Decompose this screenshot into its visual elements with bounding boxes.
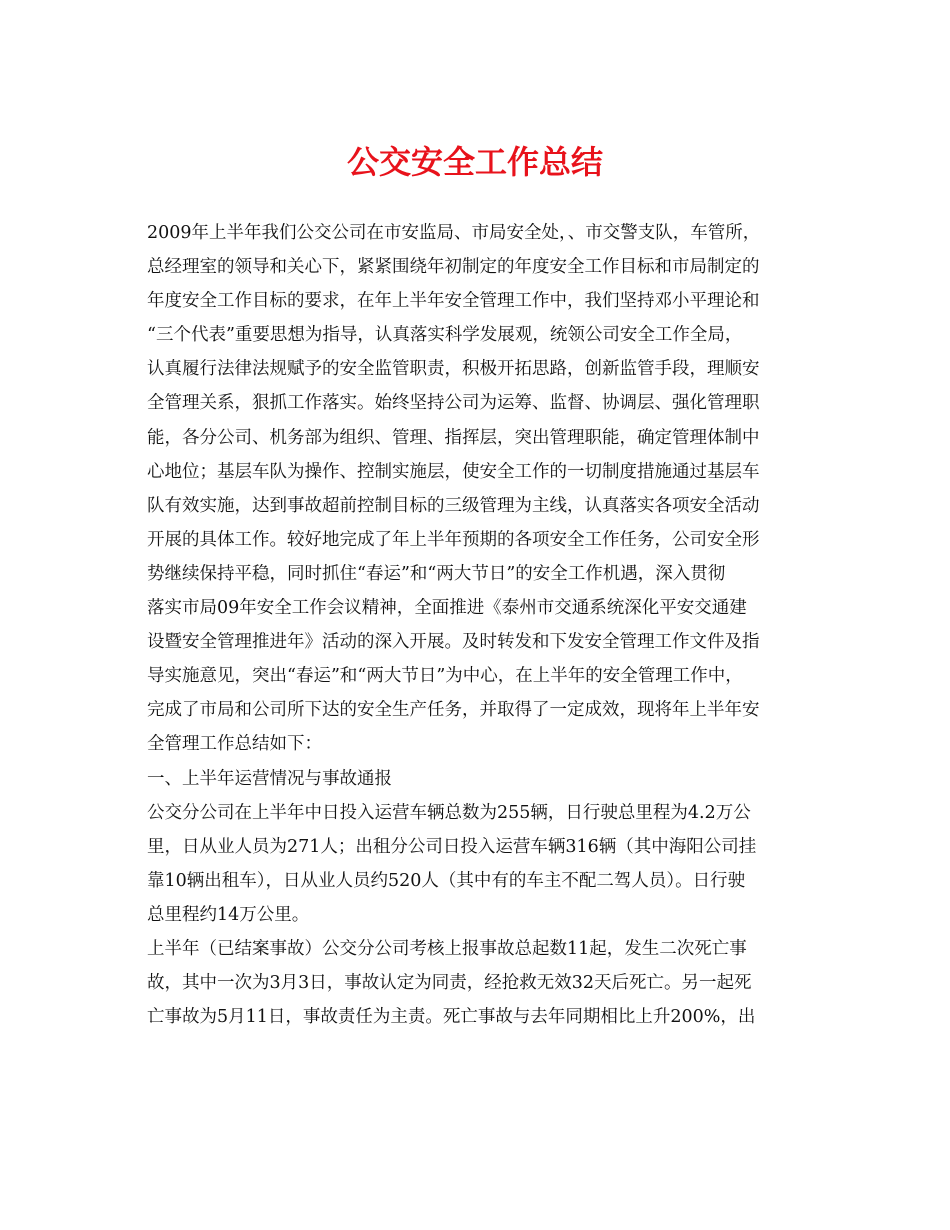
body-line: 公交分公司在上半年中日投入运营车辆总数为255辆，日行驶总里程为4.2万公 <box>147 802 751 823</box>
section-heading: 一、上半年运营情况与事故通报 <box>147 768 392 789</box>
body-line: 里，日从业人员为271人；出租分公司日投入运营车辆316辆（其中海阳公司挂 <box>147 836 757 857</box>
body-line: 落实市局09年安全工作会议精神，全面推进《泰州市交通系统深化平安交通建 <box>147 598 747 619</box>
body-line: 靠10辆出租车），日从业人员约520人（其中有的车主不配二驾人员）。日行驶 <box>147 870 746 891</box>
body-line: 全管理关系，狠抓工作落实。始终坚持公司为运筹、监督、协调层、强化管理职 <box>147 393 760 414</box>
document-body <box>147 216 807 1034</box>
document-title: 公交安全工作总结 <box>346 143 603 181</box>
body-line: 心地位；基层车队为操作、控制实施层，使安全工作的一切制度措施通过基层车 <box>147 461 760 482</box>
body-line: 上半年（已结案事故）公交分公司考核上报事故总起数11起，发生二次死亡事 <box>147 938 747 959</box>
body-line: 2009年上半年我们公交公司在市安监局、市局安全处，、市交警支队，车管所， <box>147 223 761 243</box>
body-line: “三个代表”重要思想为指导，认真落实科学发展观，统领公司安全工作全局， <box>147 325 743 346</box>
body-line: 全管理工作总结如下： <box>147 734 322 755</box>
body-line: 完成了市局和公司所下达的安全生产任务，并取得了一定成效，现将年上半年安 <box>147 700 760 721</box>
body-line: 年度安全工作目标的要求，在年上半年安全管理工作中，我们坚持邓小平理论和 <box>147 291 760 312</box>
body-line: 亡事故为5月11日，事故责任为主责。死亡事故与去年同期相比上升200%，出 <box>147 1007 756 1028</box>
body-line: 认真履行法律法规赋予的安全监管职责，积极开拓思路，创新监管手段，理顺安 <box>147 359 760 380</box>
body-line: 故，其中一次为3月3日，事故认定为同责，经抢救无效32天后死亡。另一起死 <box>147 973 752 994</box>
body-line: 开展的具体工作。较好地完成了年上半年预期的各项安全工作任务，公司安全形 <box>147 529 760 550</box>
body-line: 总里程约14万公里。 <box>147 904 310 925</box>
body-line: 队有效实施，达到事故超前控制目标的三级管理为主线，认真落实各项安全活动 <box>147 495 760 516</box>
body-line: 势继续保持平稳，同时抓住“春运”和“两大节日”的安全工作机遇，深入贯彻 <box>147 563 726 584</box>
body-line: 导实施意见，突出“春运”和“两大节日”为中心，在上半年的安全管理工作中， <box>147 666 743 687</box>
body-line: 能，各分公司、机务部为组织、管理、指挥层，突出管理职能，确定管理体制中 <box>147 427 760 448</box>
body-line: 总经理室的领导和关心下，紧紧围绕年初制定的年度安全工作目标和市局制定的 <box>147 257 760 278</box>
body-line: 设暨安全管理推进年》活动的深入开展。及时转发和下发安全管理工作文件及指 <box>147 632 760 653</box>
